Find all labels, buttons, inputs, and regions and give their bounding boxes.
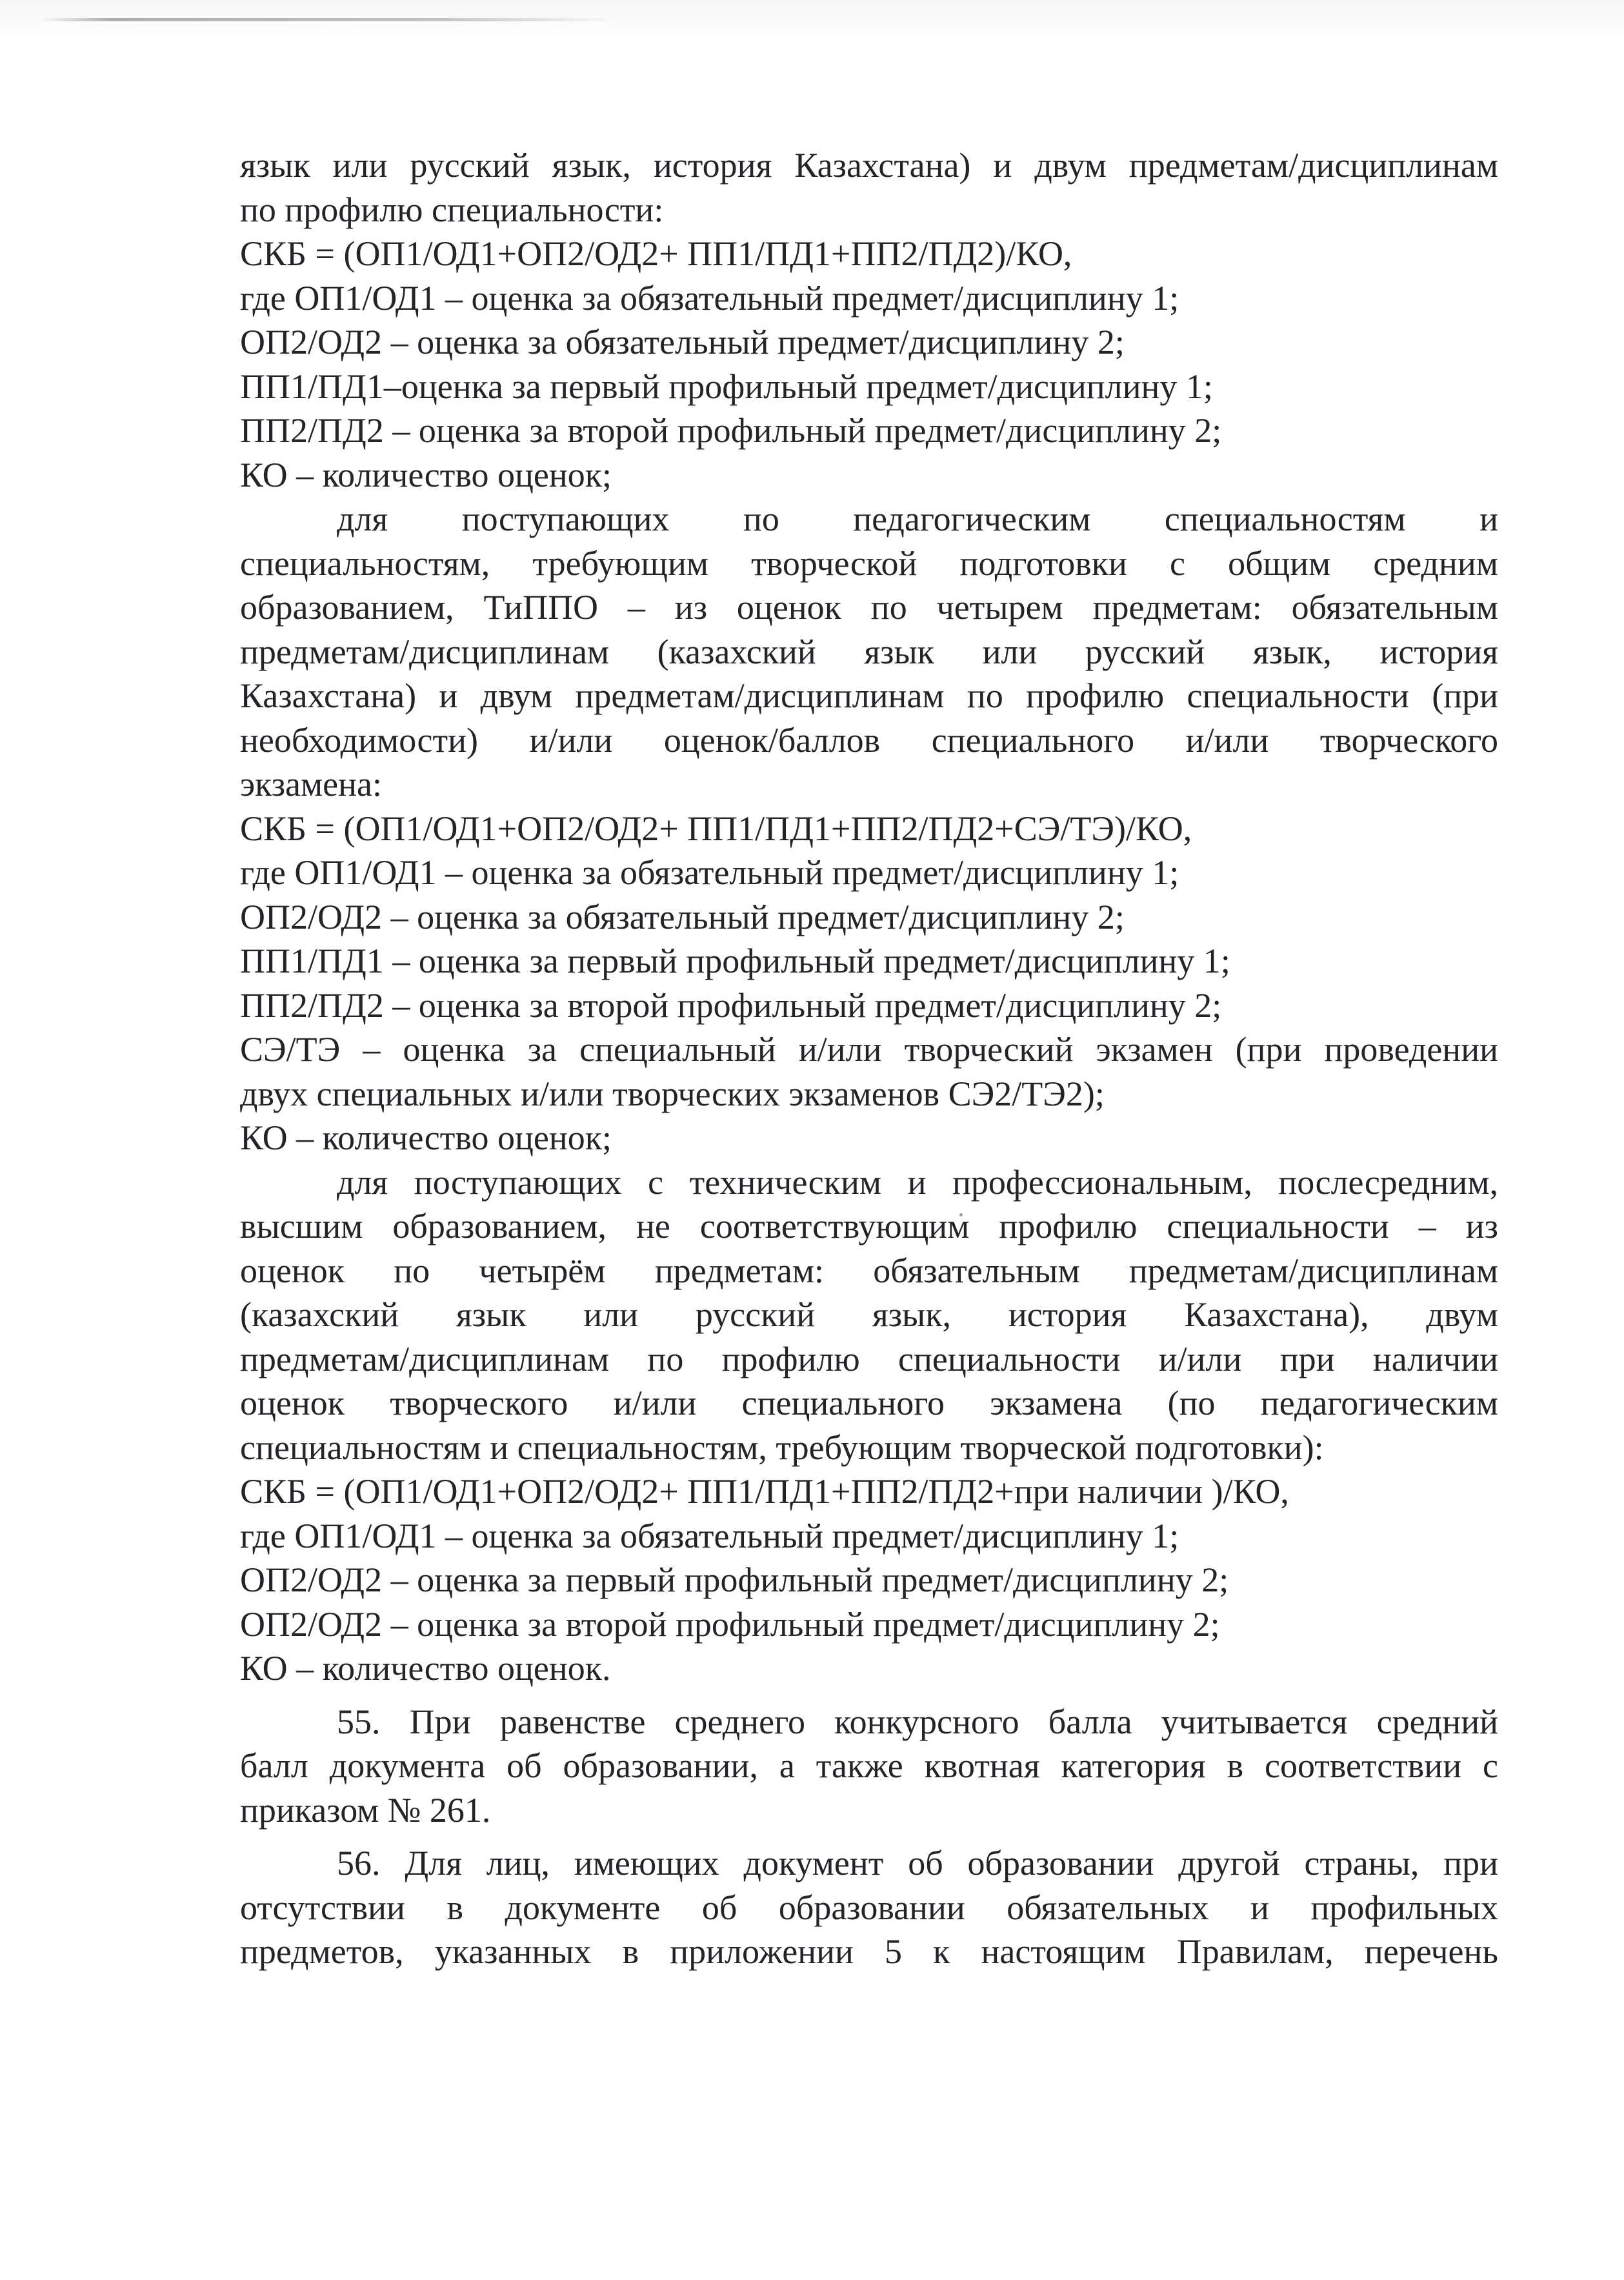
doc-line: ПП1/ПД1 – оценка за первый профильный предмет/дисциплину 1; <box>240 942 1230 980</box>
formula-line: СКБ = (ОП1/ОД1+ОП2/ОД2+ ПП1/ПД1+ПП2/ПД2+при наличии )/КО, <box>240 1472 1289 1511</box>
doc-line: КО – количество оценок. <box>240 1649 611 1688</box>
scanner-mark <box>39 18 619 21</box>
doc-line: где ОП1/ОД1 – оценка за обязательный предмет/дисциплину 1; <box>240 278 1179 318</box>
doc-line: ОП2/ОД2 – оценка за первый профильный предмет/дисциплину 2; <box>240 1560 1229 1599</box>
doc-line: где ОП1/ОД1 – оценка за обязательный предмет/дисциплину 1; <box>240 1516 1179 1555</box>
doc-line: высшим образованием, не соответствующим профилю специальности – из <box>240 1207 1498 1246</box>
doc-line: двух специальных и/или творческих экзаменов СЭ2/ТЭ2); <box>240 1074 1105 1113</box>
document-body <box>240 143 1498 1974</box>
doc-line: предметам/дисциплинам по профилю специальности и/или при наличии <box>240 1339 1498 1378</box>
doc-line: специальностям и специальностям, требующим творческой подготовки): <box>240 1428 1324 1467</box>
doc-line: специальностям, требующим творческой подготовки с общим средним <box>240 543 1498 583</box>
doc-line: предметам/дисциплинам (казахский язык или русский язык, история <box>240 632 1498 671</box>
paragraph-start: для поступающих с техническим и профессиональным, послесредним, <box>337 1162 1498 1202</box>
doc-line: балл документа об образовании, а также квотная категория в соответствии с <box>240 1746 1498 1785</box>
doc-line: где ОП1/ОД1 – оценка за обязательный предмет/дисциплину 1; <box>240 853 1179 892</box>
doc-line: КО – количество оценок; <box>240 1118 612 1157</box>
doc-line: предметов, указанных в приложении 5 к настоящим Правилам, перечень <box>240 1932 1498 1971</box>
doc-line: СЭ/ТЭ – оценка за специальный и/или творческий экзамен (при проведении <box>240 1030 1498 1069</box>
doc-line: отсутствии в документе об образовании обязательных и профильных <box>240 1888 1498 1927</box>
doc-line: ОП2/ОД2 – оценка за обязательный предмет/дисциплину 2; <box>240 897 1125 936</box>
doc-line: (казахский язык или русский язык, история Казахстана), двум <box>240 1295 1498 1334</box>
doc-line: ПП1/ПД1–оценка за первый профильный предмет/дисциплину 1; <box>240 367 1213 406</box>
clause-55: 55. При равенстве среднего конкурсного балла учитывается средний <box>337 1702 1498 1741</box>
paragraph-gap <box>240 1691 1498 1700</box>
doc-line: КО – количество оценок; <box>240 455 612 494</box>
doc-line: экзамена: <box>240 765 383 803</box>
doc-line: образованием, ТиППО – из оценок по четырем предметам: обязательным <box>240 588 1498 627</box>
clause-56: 56. Для лиц, имеющих документ об образовании другой страны, при <box>337 1844 1498 1882</box>
formula-line: СКБ = (ОП1/ОД1+ОП2/ОД2+ ПП1/ПД1+ПП2/ПД2+СЭ/ТЭ)/КО, <box>240 809 1192 848</box>
doc-line: приказом № 261. <box>240 1790 491 1830</box>
doc-line: по профилю специальности: <box>240 190 664 229</box>
doc-line: оценок по четырём предметам: обязательным предметам/дисциплинам <box>240 1251 1498 1290</box>
doc-line: язык или русский язык, история Казахстана) и двум предметам/дисциплинам <box>240 146 1498 185</box>
doc-line: ОП2/ОД2 – оценка за обязательный предмет/дисциплину 2; <box>240 323 1125 361</box>
doc-line: необходимости) и/или оценок/баллов специального и/или творческого <box>240 720 1498 760</box>
paragraph-start: для поступающих по педагогическим специальностям и <box>337 499 1498 538</box>
paragraph-gap <box>240 1832 1498 1841</box>
doc-line: Казахстана) и двум предметам/дисциплинам по профилю специальности (при <box>240 676 1498 715</box>
formula-line: СКБ = (ОП1/ОД1+ОП2/ОД2+ ПП1/ПД1+ПП2/ПД2)/КО, <box>240 234 1072 273</box>
doc-line: ОП2/ОД2 – оценка за второй профильный предмет/дисциплину 2; <box>240 1604 1220 1644</box>
doc-line: оценок творческого и/или специального экзамена (по педагогическим <box>240 1384 1498 1422</box>
doc-line: ПП2/ПД2 – оценка за второй профильный предмет/дисциплину 2; <box>240 411 1222 450</box>
doc-line: ПП2/ПД2 – оценка за второй профильный предмет/дисциплину 2; <box>240 985 1222 1025</box>
